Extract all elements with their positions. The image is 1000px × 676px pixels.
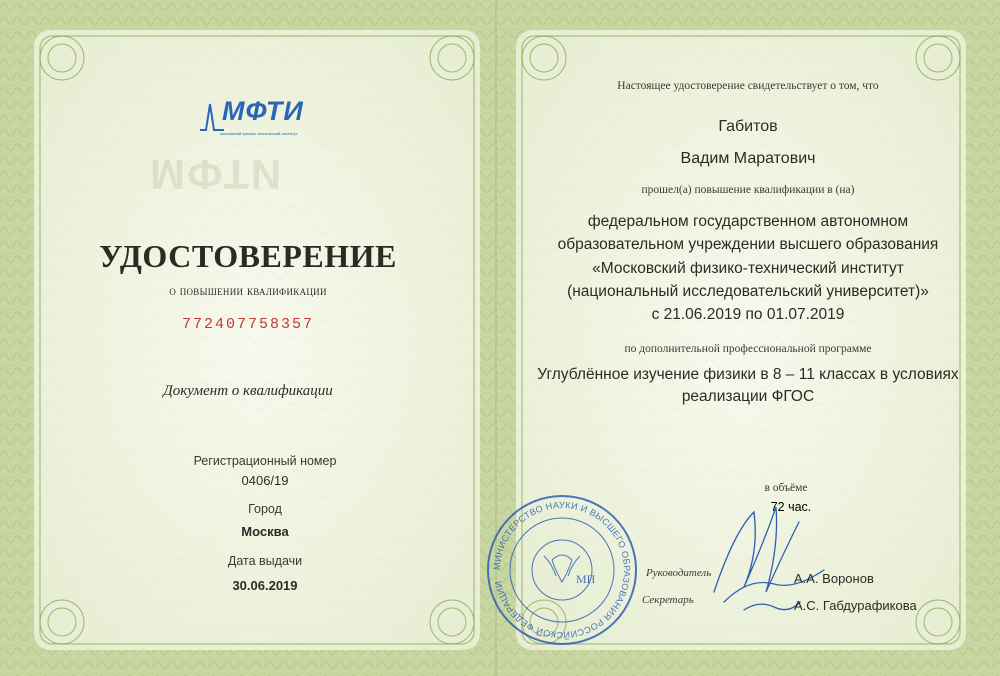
recipient-surname: Габитов [718,118,778,135]
mipt-logo [198,98,323,138]
volume-label: в объёме [764,482,808,494]
logo-watermark: МФТИ [150,151,284,198]
organization-block [496,210,1000,326]
document-subtitle: о повышении квалификации [169,283,327,298]
stamp-mp: МП [576,572,596,586]
org-line: (национальный исследовательский университет)» [567,282,929,300]
secretary-role: Секретарь [642,594,694,606]
program-line: Углублённое изучение физики в 8 – 11 классах в условиях [537,366,959,383]
official-stamp [482,490,642,650]
recipient-name: Вадим Маратович [680,150,816,167]
document-number: 772407758357 [181,316,315,333]
right-page [491,0,1000,676]
head-name: А.А. Воронов [794,571,874,586]
intro-text: Настоящее удостоверение свидетельствует о том, что [617,80,879,92]
svg-text:МИНИСТЕРСТВО НАУКИ И ВЫСШЕГО О [492,500,632,641]
city-label: Город [248,502,282,516]
stamp-ring-text: МИНИСТЕРСТВО НАУКИ И ВЫСШЕГО ОБРАЗОВАНИЯ РОССИЙСКОЙ ФЕДЕРАЦИИ [491,499,633,641]
training-period: с 21.06.2019 по 01.07.2019 [651,306,845,324]
issue-date-value: 30.06.2019 [232,578,298,593]
org-line: «Московский физико-технический институт [592,259,904,277]
logo-text: МФТИ [222,96,304,126]
org-line: федеральном государственном автономном [587,213,909,230]
document-type: Документ о квалификации [163,383,333,399]
head-role: Руководитель [646,567,712,579]
document-title: УДОСТОВЕРЕНИЕ [99,238,397,274]
left-page [0,0,496,676]
registration-number: 0406/19 [241,473,289,488]
passed-text: прошел(а) повышение квалификации в (на) [641,184,855,196]
program-intro: по дополнительной профессиональной программе [624,343,872,355]
eagle-emblem-icon [544,555,580,582]
program-line: реализации ФГОС [681,388,815,405]
volume-value: 72 час. [770,500,812,514]
program-title [496,364,1000,408]
issue-date-label: Дата выдачи [227,554,303,568]
registration-label: Регистрационный номер [193,454,337,468]
city-value: Москва [241,524,289,539]
secretary-name: А.С. Габдурафикова [794,598,917,613]
org-line: образовательном учреждении высшего образования [557,236,939,254]
logo-subtitle: московский физико-технический институт [220,131,298,136]
